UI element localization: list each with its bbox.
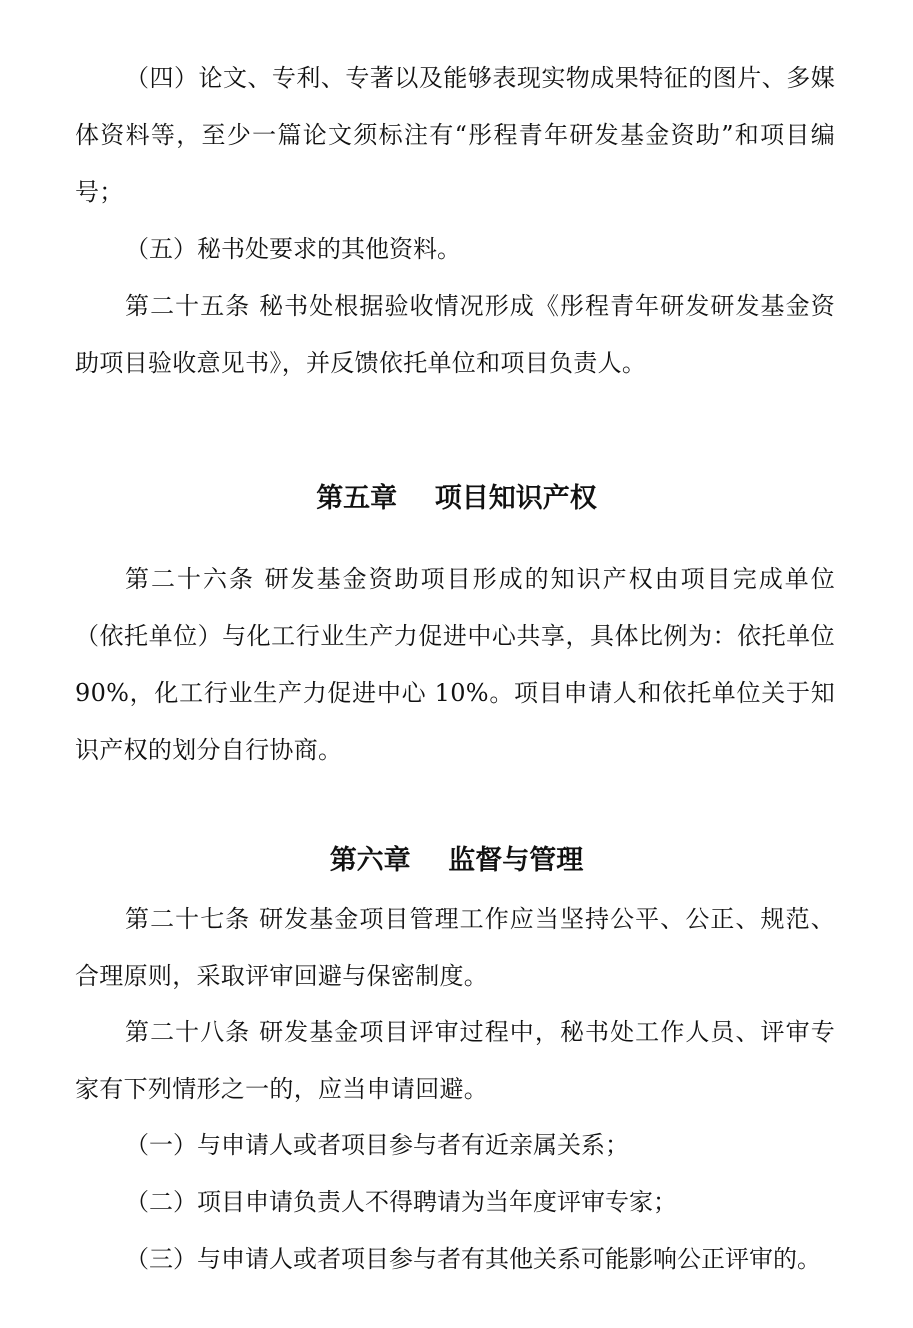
paragraph-article-26: 第二十六条 研发基金资助项目形成的知识产权由项目完成单位（依托单位）与化工行业生产力促进中心共享，具体比例为：依托单位 90%，化工行业生产力促进中心 10%。项目申请人和依托单位关于知识产权的划分自行协商。 (75, 565, 835, 764)
paragraph-article-27: 第二十七条 研发基金项目管理工作应当坚持公平、公正、规范、合理原则，采取评审回避与保密制度。 (75, 905, 835, 990)
chapter-5-heading: 第五章 项目知识产权 (316, 483, 597, 514)
paragraph-item-4: （四）论文、专利、专著以及能够表现实物成果特征的图片、多媒体资料等，至少一篇论文须标注有“彤程青年研发基金资助”和项目编号； (75, 64, 835, 206)
paragraph-article-28: 第二十八条 研发基金项目评审过程中，秘书处工作人员、评审专家有下列情形之一的，应当申请回避。 (75, 1018, 835, 1103)
paragraph-avoid-2: （二）项目申请负责人不得聘请为当年度评审专家； (125, 1188, 677, 1216)
paragraph-avoid-3: （三）与申请人或者项目参与者有其他关系可能影响公正评审的。 (125, 1245, 821, 1273)
chapter-6-heading: 第六章 监督与管理 (329, 845, 584, 876)
paragraph-article-25: 第二十五条 秘书处根据验收情况形成《彤程青年研发研发基金资助项目验收意见书》，并反馈依托单位和项目负责人。 (75, 292, 835, 377)
paragraph-avoid-1: （一）与申请人或者项目参与者有近亲属关系； (125, 1131, 629, 1159)
paragraph-item-5: （五）秘书处要求的其他资料。 (125, 235, 461, 263)
